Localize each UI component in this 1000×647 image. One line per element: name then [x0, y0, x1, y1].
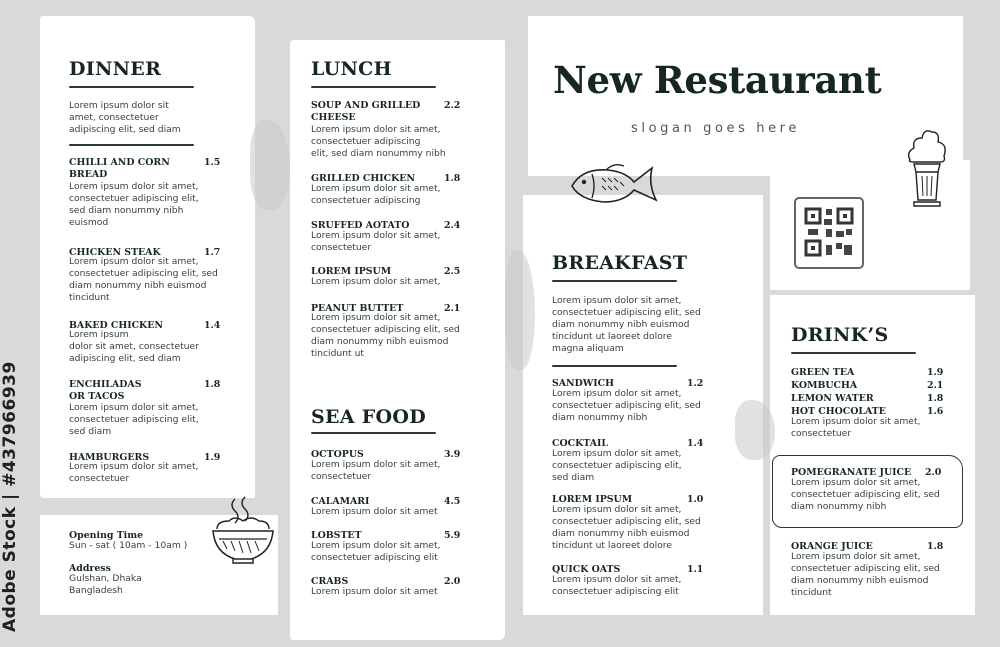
menu-item-name: SRUFFED AOTATO [311, 220, 410, 231]
section-rule [552, 280, 677, 282]
menu-item-desc: consectetuer [311, 471, 372, 482]
menu-item-desc: diam nonummy nibh [552, 412, 648, 423]
menu-item-desc: Lorem ipsum dolor sit amet [311, 586, 438, 597]
section-rule [69, 86, 194, 88]
breakfast-intro-line: consectetuer adipiscing elit, sed [552, 307, 701, 318]
menu-item-name: LOREM IPSUM [552, 494, 633, 505]
menu-item-desc: Lorem ipsum dolor sit amet [311, 506, 438, 517]
steaming-bowl-icon [207, 493, 279, 567]
section-title-drinks: DRINK’S [791, 324, 889, 346]
qr-code-icon[interactable] [794, 197, 864, 269]
menu-item-name: CHEESE [311, 112, 356, 123]
menu-item-name: LOBSTET [311, 530, 362, 541]
menu-item-price: 1.4 [204, 320, 221, 331]
menu-item-desc: Lorem ipsum dolor sit amet, [552, 388, 682, 399]
ice-cream-icon [904, 126, 950, 210]
menu-item-name: KOMBUCHA [791, 380, 858, 391]
menu-item-desc: consectetuer adipiscing elit, [69, 414, 199, 425]
menu-item-price: 1.9 [204, 452, 221, 463]
menu-item-desc: tincidunt [69, 292, 110, 303]
menu-item-desc: Lorem ipsum dolor sit amet, [69, 461, 199, 472]
menu-item-desc: Lorem ipsum [69, 329, 129, 340]
menu-item-desc: diam nonummy nibh euismod [791, 575, 929, 586]
menu-item-name: CHILLI AND CORN [69, 157, 170, 168]
menu-item-desc: Lorem ipsum dolor sit amet, [552, 448, 682, 459]
menu-item-name: GREEN TEA [791, 367, 855, 378]
menu-item-desc: consectetuer adipiscing elit, sed [311, 324, 460, 335]
menu-item-desc: Lorem ipsum dolor sit amet, [791, 477, 921, 488]
paper-texture [735, 400, 775, 460]
menu-item-name: HOT CHOCOLATE [791, 406, 886, 417]
menu-item-name: ENCHILADAS [69, 379, 142, 390]
menu-item-desc: Lorem ipsum dolor sit amet, [311, 276, 441, 287]
menu-item-desc: Lorem ipsum dolor sit amet, [311, 230, 441, 241]
opening-time-value: Sun - sat ( 10am - 10am ) [69, 540, 188, 551]
menu-item-desc: tincidunt ut laoreet dolore [552, 540, 672, 551]
menu-item-price: 1.1 [687, 564, 704, 575]
menu-item-name: OCTOPUS [311, 449, 364, 460]
menu-item-name: CALAMARI [311, 496, 370, 507]
menu-item-price: 2.0 [925, 467, 942, 478]
menu-item-desc: elit, sed diam nonummy nibh [311, 148, 446, 159]
menu-item-price: 1.7 [204, 247, 221, 258]
menu-item-desc: diam nonummy nibh euismod [311, 336, 449, 347]
menu-item-desc: consectetuer adipiscing elit, sed [791, 563, 940, 574]
menu-item-desc: Lorem ipsum dolor sit amet, [311, 459, 441, 470]
menu-item-desc: consectetuer adipiscing elit [311, 552, 438, 563]
menu-item-price: 5.9 [444, 530, 461, 541]
section-title-dinner: DINNER [69, 58, 162, 80]
menu-item-price: 2.4 [444, 220, 461, 231]
menu-item-desc: Lorem ipsum dolor sit amet, [311, 183, 441, 194]
menu-item-desc: dolor sit amet, consectetuer [69, 341, 199, 352]
menu-item-price: 3.9 [444, 449, 461, 460]
menu-item-desc: adipiscing elit, sed diam [69, 353, 181, 364]
menu-item-price: 2.5 [444, 266, 461, 277]
watermark [0, 361, 36, 640]
menu-item-desc: sed diam nonummy nibh [69, 205, 184, 216]
menu-item-name: OR TACOS [69, 391, 125, 402]
paper-texture [250, 120, 290, 210]
menu-item-price: 1.8 [204, 379, 221, 390]
restaurant-name: New Restaurant [553, 58, 882, 102]
section-title-seafood: SEA FOOD [311, 406, 427, 428]
menu-item-desc: Lorem ipsum dolor sit amet, [791, 551, 921, 562]
menu-item-desc: Lorem ipsum dolor sit amet, [69, 256, 199, 267]
menu-item-name: CHICKEN STEAK [69, 247, 161, 258]
menu-item-price: 1.2 [687, 378, 704, 389]
menu-item-name: COCKTAIL [552, 438, 608, 449]
watermark-text: Adobe Stock | #437966939 [0, 361, 20, 632]
menu-item-desc: diam nonummy nibh euismod [552, 528, 690, 539]
section-title-breakfast: BREAKFAST [552, 252, 688, 274]
menu-item-desc: tincidunt ut [311, 348, 365, 359]
section-title-lunch: LUNCH [311, 58, 392, 80]
menu-item-price: 2.1 [444, 303, 461, 314]
menu-item-desc: consectetuer adipiscing elit [552, 586, 679, 597]
menu-item-desc: sed diam [69, 426, 112, 437]
menu-item-desc: consectetuer adipiscing elit, [552, 460, 682, 471]
breakfast-intro-line: tincidunt ut laoreet dolore [552, 331, 672, 342]
menu-item-desc: diam nonummy nibh [791, 501, 887, 512]
menu-item-desc: Lorem ipsum dolor sit amet, [552, 574, 682, 585]
menu-item-name: ORANGE JUICE [791, 541, 873, 552]
menu-item-price: 1.0 [687, 494, 704, 505]
menu-item-price: 1.6 [927, 406, 944, 417]
section-rule [69, 144, 194, 146]
menu-item-name: SANDWICH [552, 378, 614, 389]
menu-item-name: BAKED CHICKEN [69, 320, 163, 331]
menu-item-name: PEANUT BUTTET [311, 303, 404, 314]
menu-item-price: 1.4 [687, 438, 704, 449]
menu-item-desc: Lorem ipsum dolor sit amet, [69, 402, 199, 413]
opening-time-label: Opening Time [69, 530, 144, 541]
menu-item-desc: consectetuer adipiscing [311, 136, 421, 147]
menu-item-price: 1.8 [444, 173, 461, 184]
menu-item-desc: tincidunt [791, 587, 832, 598]
menu-item-name: SOUP AND GRILLED [311, 100, 421, 111]
breakfast-intro-line: magna aliquam [552, 343, 624, 354]
breakfast-intro-line: diam nonummy nibh euismod [552, 319, 690, 330]
menu-item-desc: consectetuer [69, 473, 130, 484]
menu-item-desc: Lorem ipsum dolor sit amet, [311, 540, 441, 551]
menu-item-price: 2.0 [444, 576, 461, 587]
section-rule [791, 352, 916, 354]
menu-item-price: 1.5 [204, 157, 221, 168]
menu-item-desc: diam nonummy nibh euismod [69, 280, 207, 291]
menu-item-price: 1.8 [927, 541, 944, 552]
menu-item-name: GRILLED CHICKEN [311, 173, 415, 184]
menu-item-price: 2.2 [444, 100, 461, 111]
menu-item-desc: Lorem ipsum dolor sit amet, [552, 504, 682, 515]
address-line: Gulshan, Dhaka [69, 573, 142, 584]
menu-item-name: BREAD [69, 169, 108, 180]
menu-item-price: 2.1 [927, 380, 944, 391]
section-rule [552, 365, 677, 367]
menu-item-price: 1.8 [927, 393, 944, 404]
dinner-intro-line: Lorem ipsum dolor sit [69, 100, 169, 111]
menu-item-price: 1.9 [927, 367, 944, 378]
restaurant-slogan: slogan goes here [631, 121, 800, 136]
menu-item-desc: consectetuer adipiscing elit, sed [69, 268, 218, 279]
menu-item-desc: consectetuer adipiscing [311, 195, 421, 206]
address-label: Address [69, 563, 111, 574]
menu-item-desc: Lorem ipsum dolor sit amet, [311, 312, 441, 323]
menu-item-desc: consectetuer adipiscing elit, sed [552, 400, 701, 411]
menu-item-desc: Lorem ipsum dolor sit amet, [69, 181, 199, 192]
menu-item-desc: consectetuer adipiscing elit, sed [791, 489, 940, 500]
menu-item-desc: Lorem ipsum dolor sit amet, [791, 416, 921, 427]
dinner-intro-line: amet, consectetuer [69, 112, 159, 123]
menu-item-price: 4.5 [444, 496, 461, 507]
menu-item-desc: sed diam [552, 472, 595, 483]
menu-item-desc: consectetuer [311, 242, 372, 253]
menu-item-desc: Lorem ipsum dolor sit amet, [311, 124, 441, 135]
section-rule [311, 86, 436, 88]
address-line: Bangladesh [69, 585, 123, 596]
menu-item-desc: euismod [69, 217, 109, 228]
breakfast-intro-line: Lorem ipsum dolor sit amet, [552, 295, 682, 306]
menu-item-name: POMEGRANATE JUICE [791, 467, 912, 478]
menu-item-name: CRABS [311, 576, 349, 587]
menu-item-desc: consectetuer adipiscing elit, sed [552, 516, 701, 527]
menu-item-desc: consectetuer [791, 428, 852, 439]
dinner-intro-line: adipiscing elit, sed diam [69, 124, 181, 135]
fish-icon [568, 160, 660, 210]
menu-item-name: LOREM IPSUM [311, 266, 392, 277]
menu-item-name: QUICK OATS [552, 564, 621, 575]
section-rule [311, 432, 436, 434]
menu-item-desc: consectetuer adipiscing elit, [69, 193, 199, 204]
menu-item-name: LEMON WATER [791, 393, 874, 404]
menu-item-name: HAMBURGERS [69, 452, 150, 463]
